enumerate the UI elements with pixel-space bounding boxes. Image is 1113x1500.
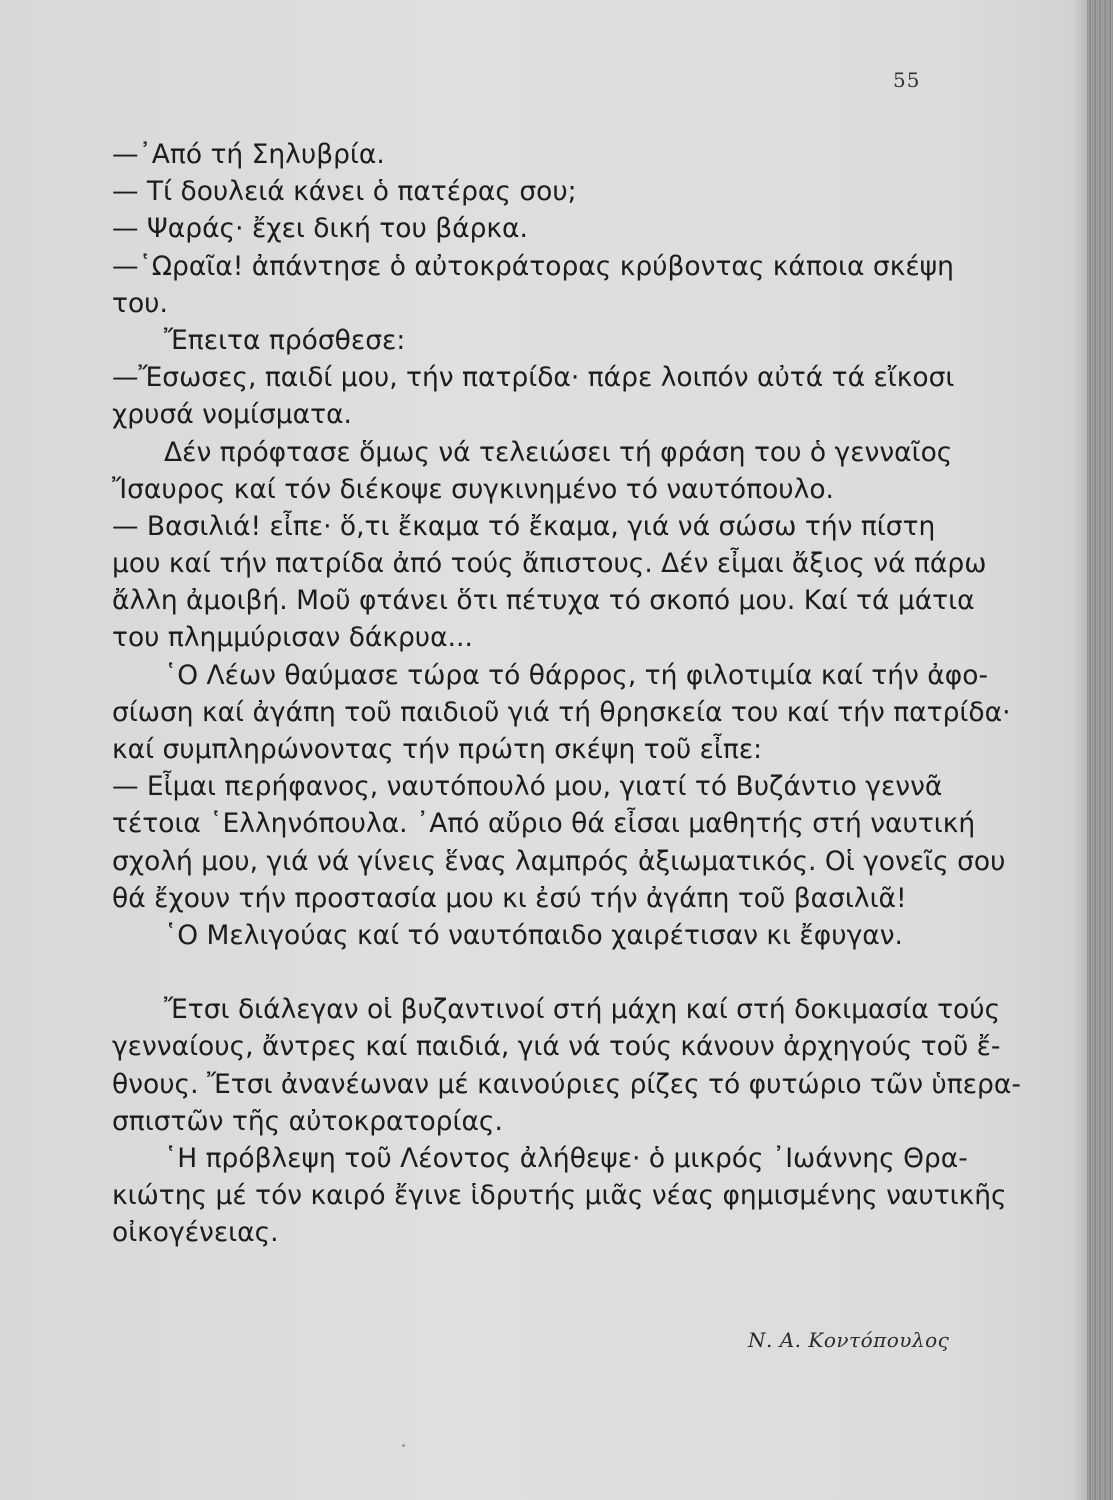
text-line: —Ἔσωσες, παιδί μου, τήν πατρίδα· πάρε λοιπόν αὐτά τά εἴκοσι [112, 362, 955, 394]
text-line: — Εἶμαι περήφανος, ναυτόπουλό μου, γιατί τό Βυζάντιο γεννᾶ [112, 771, 943, 803]
text-line: σίωση καί ἀγάπη τοῦ παιδιοῦ γιά τή θρησκεία του καί τήν πατρίδα· [112, 696, 1011, 728]
text-line: σπιστῶν τῆς αὐτοκρατορίας. [112, 1105, 503, 1137]
book-page-edges [1087, 0, 1113, 1500]
text-line: του πλημμύρισαν δάκρυα... [112, 622, 473, 654]
page-edge-shadow [1073, 0, 1087, 1500]
text-line: —᾿Από τή Σηλυβρία. [112, 139, 385, 170]
text-line: ἄλλη ἀμοιβή. Μοῦ φτάνει ὅτι πέτυχα τό σκοπό μου. Καί τά μάτια [112, 585, 975, 617]
text-line: μου καί τήν πατρίδα ἀπό τούς ἄπιστους. Δέν εἶμαι ἄξιος νά πάρω [112, 548, 987, 580]
text-line: καί συμπληρώνοντας τήν πρώτη σκέψη τοῦ εἶπε: [112, 734, 763, 765]
text-line: τέτοια ῾Ελληνόπουλα. ᾿Από αὔριο θά εἶσαι μαθητής στή ναυτική [112, 808, 976, 840]
text-line: Ἴσαυρος καί τόν διέκοψε συγκινημένο τό ναυτόπουλο. [112, 473, 834, 505]
text-line: ῾Ο Λέων θαύμασε τώρα τό θάρρος, τή φιλοτιμία καί τήν ἀφο- [164, 659, 989, 691]
text-line: χρυσά νομίσματα. [112, 399, 352, 431]
page-number: 55 [893, 68, 921, 92]
text-line: — Τί δουλειά κάνει ὁ πατέρας σου; [112, 176, 577, 208]
text-line: του. [112, 287, 168, 319]
text-line: Δέν πρόφτασε ὅμως νά τελειώσει τή φράση του ὁ γενναῖος [164, 436, 953, 468]
paragraph-gap [112, 954, 930, 991]
text-line: κιώτης μέ τόν καιρό ἔγινε ἱδρυτής μιᾶς νέας φημισμένης ναυτικῆς [112, 1180, 1007, 1212]
text-line: οἰκογένειας. [112, 1217, 279, 1249]
text-line: ῾Ο Μελιγούας καί τό ναυτόπαιδο χαιρέτισαν κι ἔφυγαν. [164, 919, 903, 951]
text-line: —῾Ωραῖα! ἀπάντησε ὁ αὐτοκράτορας κρύβοντας κάποια σκέψη [112, 250, 954, 282]
text-line: — Ψαράς· ἔχει δική του βάρκα. [112, 213, 528, 245]
text-line: θνους. Ἔτσι ἀνανέωναν μέ καινούριες ρίζες τό φυτώριο τῶν ὑπερα- [112, 1068, 1021, 1100]
text-line: σχολή μου, γιά νά γίνεις ἕνας λαμπρός ἀξιωματικός. Οἱ γονεῖς σου [112, 845, 1006, 877]
paper-speck [402, 1444, 405, 1447]
body-text [112, 136, 1021, 1251]
text-line: Ἔτσι διάλεγαν οἱ βυζαντινοί στή μάχη καί στή δοκιμασία τούς [164, 994, 1001, 1026]
text-line: — Βασιλιά! εἶπε· ὅ,τι ἔκαμα τό ἔκαμα, γιά νά σώσω τήν πίστη [112, 510, 936, 542]
text-line: γενναίους, ἄντρες καί παιδιά, γιά νά τούς κάνουν ἀρχηγούς τοῦ ἔ- [112, 1031, 1001, 1063]
text-line: ῾Η πρόβλεψη τοῦ Λέοντος ἀλήθεψε· ὁ μικρός ᾿Ιωάννης Θρα- [164, 1142, 968, 1174]
text-line: Ἔπειτα πρόσθεσε: [164, 324, 406, 356]
text-line: θά ἔχουν τήν προστασία μου κι ἐσύ τήν ἀγάπη τοῦ βασιλιᾶ! [112, 882, 907, 914]
author-signature: Ν. Α. Κοντόπουλος [748, 1328, 950, 1352]
